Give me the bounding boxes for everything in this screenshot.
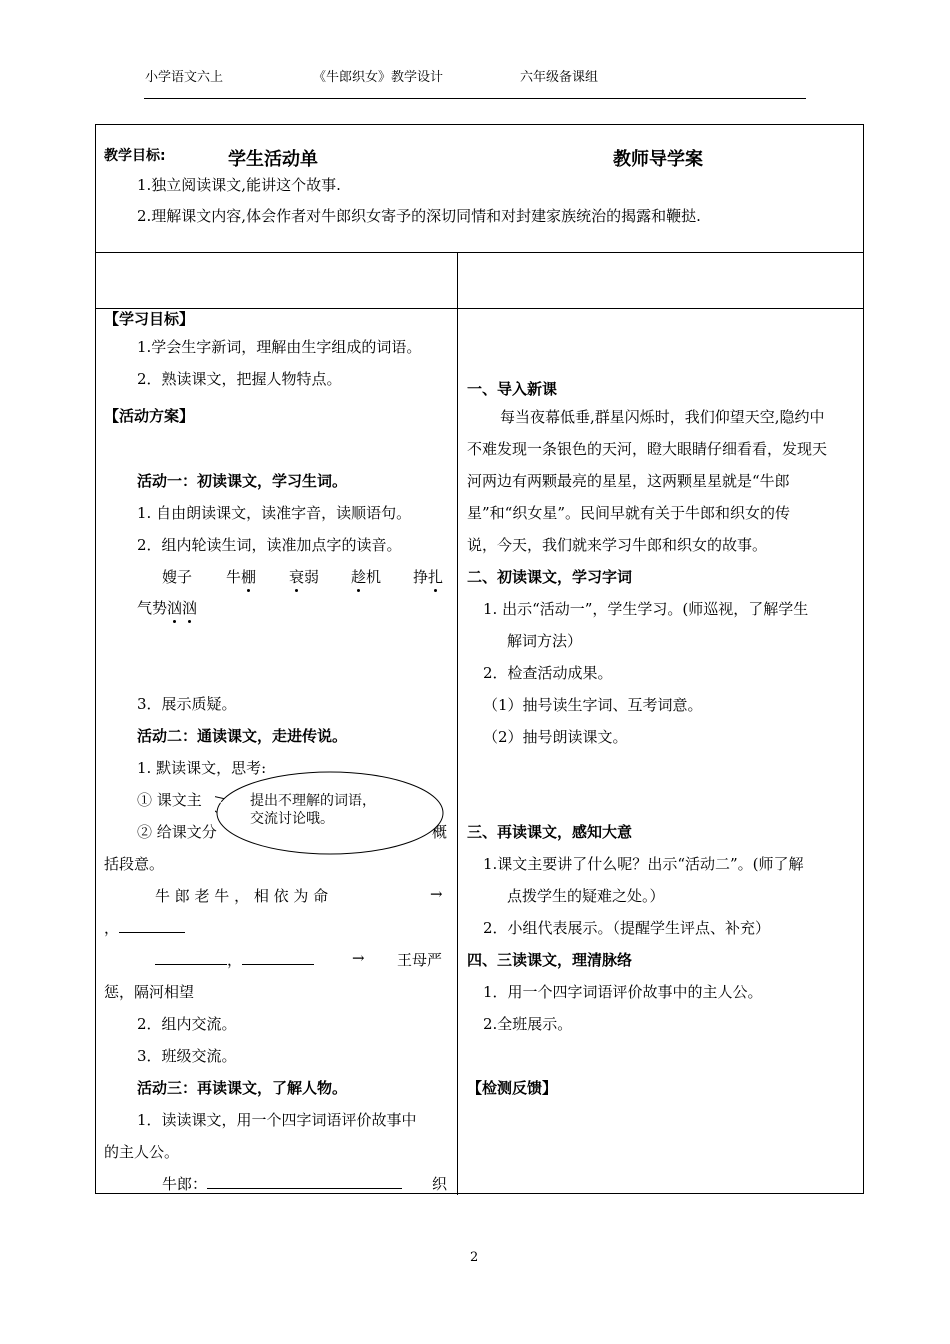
activity-2-step-2: 2．组内交流。: [137, 1015, 237, 1033]
dotted-char: 汹: [167, 599, 183, 617]
section-2-step-1-cont: 解词方法）: [507, 632, 583, 650]
dotted-char: 扎: [428, 568, 444, 586]
word-saozi: 嫂子: [162, 568, 193, 586]
fill-blank[interactable]: [155, 950, 227, 965]
word-qishixiongxiong: 气势汹汹: [137, 599, 198, 617]
section-3-step-1-cont: 点拨学生的疑难之处。）: [507, 887, 665, 905]
section-3-title: 三、再读课文，感知大意: [467, 823, 633, 841]
header-center: 《牛郎织女》教学设计: [313, 70, 444, 85]
activity-2-question-2: ② 给课文分: [137, 823, 217, 841]
speech-bubble: [215, 770, 448, 856]
section-2-step-2a: （1）抽号读生字词、互考词意。: [483, 696, 703, 714]
activity-2-question-2-tail: 概: [432, 823, 448, 841]
word-zhengzha: 挣扎: [413, 568, 444, 586]
activity-2-question-1: ① 课文主: [137, 791, 202, 809]
section-1-line-3: 河两边有两颗最亮的星星，这两颗星星就是“牛郎: [467, 472, 790, 490]
bubble-line-1: 提出不理解的词语，: [250, 793, 376, 809]
word-niupeng: 牛棚: [226, 568, 257, 586]
section-1-line-4: 星”和“织女星”。民间早就有关于牛郎和织女的传: [467, 504, 791, 522]
bubble-line-2: 交流讨论哦。: [250, 811, 334, 827]
word-chenji: 趁机: [351, 568, 382, 586]
goal-item-1: 1.独立阅读课文,能讲这个故事.: [137, 176, 341, 194]
flow-arrow-1: →: [430, 885, 443, 903]
activity-1-step-1: 1. 自由朗读课文，读准字音，读顺语句。: [137, 504, 412, 522]
study-goal-1: 1.学会生字新词，理解由生字组成的词语。: [137, 338, 422, 356]
page-number: 2: [470, 1250, 479, 1265]
section-1-title: 一、导入新课: [467, 380, 558, 398]
dotted-char: 衰: [289, 568, 305, 586]
activity-2-title: 活动二：通读课文，走进传说。: [137, 727, 348, 745]
section-2-title: 二、初读课文，学习字词: [467, 568, 633, 586]
section-2-step-2: 2．检查活动成果。: [483, 664, 613, 682]
dotted-char: 棚: [241, 568, 257, 586]
activity-1-step-2: 2．组内轮读生词，读准加点字的读音。: [137, 536, 402, 554]
plan-title: 【活动方案】: [104, 407, 195, 425]
header-left: 小学语文六上: [145, 70, 224, 85]
header-rule: [144, 98, 806, 99]
activity-3-step-1: 1．读读课文，用一个四字词语评价故事中: [137, 1111, 417, 1129]
niulang-evaluation: 牛郎：: [162, 1173, 402, 1194]
study-goal-2: 2．熟读课文，把握人物特点。: [137, 370, 342, 388]
flow-start: 牛 郎 老 牛 ， 相 依 为 命: [155, 887, 329, 905]
fill-blank[interactable]: [207, 1174, 402, 1189]
section-3-step-2: 2．小组代表展示。（提醒学生评点、补充）: [483, 919, 771, 937]
section-2-step-1: 1. 出示“活动一”，学生学习。(师巡视，了解学生: [483, 600, 809, 618]
fill-blank[interactable]: [242, 950, 314, 965]
activity-1-title: 活动一：初读课文，学习生词。: [137, 472, 348, 490]
flow-arrow-2: →: [352, 949, 365, 967]
header-right: 六年级备课组: [520, 70, 599, 85]
activity-2-question-2-cont: 括段意。: [104, 855, 165, 873]
section-4-title: 四、三读课文，理清脉络: [467, 951, 633, 969]
section-3-step-1: 1.课文主要讲了什么呢？出示“活动二”。(师了解: [483, 855, 804, 873]
column-divider: [457, 252, 458, 1195]
activity-1-step-3: 3．展示质疑。: [137, 695, 237, 713]
section-1-line-5: 说，今天，我们就来学习牛郎和织女的故事。: [467, 536, 768, 554]
dotted-char: 趁: [351, 568, 367, 586]
feedback-title: 【检测反馈】: [467, 1079, 558, 1097]
flow-end-cont: 惩，隔河相望: [104, 983, 195, 1001]
goals-title: 教学目标:: [104, 148, 166, 164]
section-1-line-2: 不难发现一条银色的天河，瞪大眼睛仔细看看，发现天: [467, 440, 828, 458]
section-4-step-1: 1．用一个四字词语评价故事中的主人公。: [483, 983, 763, 1001]
column-header-row: [96, 252, 863, 309]
fill-blank[interactable]: [119, 918, 185, 933]
activity-2-step-1: 1. 默读课文，思考:: [137, 759, 267, 777]
activity-2-step-3: 3．班级交流。: [137, 1047, 237, 1065]
activity-3-step-1-cont: 的主人公。: [104, 1143, 180, 1161]
flow-blank-row-2: ，: [155, 949, 314, 970]
section-4-step-2: 2.全班展示。: [483, 1015, 573, 1033]
flow-end: 王母严: [397, 951, 443, 969]
activity-3-title: 活动三：再读课文，了解人物。: [137, 1079, 348, 1097]
section-2-step-2b: （2）抽号朗读课文。: [483, 728, 628, 746]
flow-blank-row-1: ，: [104, 917, 185, 938]
study-goals-title: 【学习目标】: [104, 310, 195, 328]
zhinv-evaluation-start: 织: [432, 1175, 448, 1193]
left-column-header: 学生活动单: [228, 149, 318, 170]
dotted-char: 汹: [182, 599, 198, 617]
goal-item-2: 2.理解课文内容,体会作者对牛郎织女寄予的深切同情和对封建家族统治的揭露和鞭挞.: [137, 207, 701, 225]
word-shuairuo: 衰弱: [289, 568, 320, 586]
right-column-header: 教师导学案: [613, 149, 703, 170]
section-1-line-1: 每当夜幕低垂,群星闪烁时，我们仰望天空,隐约中: [500, 408, 825, 426]
